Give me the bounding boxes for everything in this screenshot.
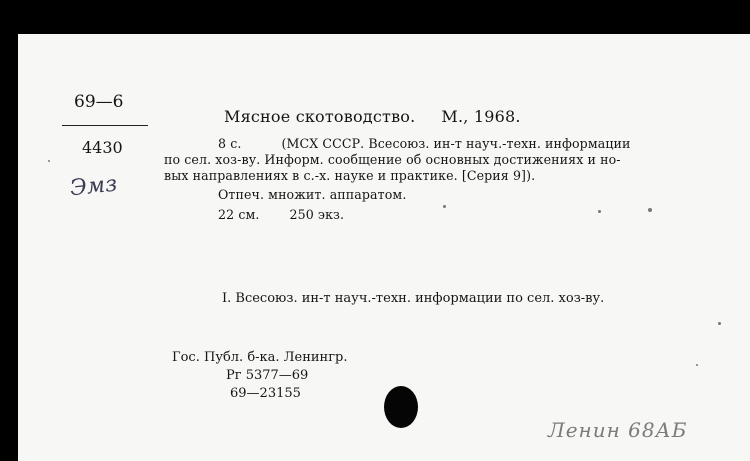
accession-number: 69—23155 xyxy=(230,386,301,401)
library-stamp: Ленин 68АБ xyxy=(548,418,688,442)
speck xyxy=(648,208,652,212)
call-number-bottom: 4430 xyxy=(82,138,123,157)
series-note-line3: вых направлениях в с.-х. науке и практике. [Серия 9]). xyxy=(164,168,536,183)
series-note-line1: (МСХ СССР. Всесоюз. ин-т науч.-техн. информации xyxy=(281,136,631,151)
title-line xyxy=(224,107,521,126)
catalog-card xyxy=(18,34,750,461)
speck xyxy=(443,205,446,208)
call-number-divider xyxy=(62,125,148,126)
speck xyxy=(696,364,698,366)
imprint: М., 1968. xyxy=(441,107,521,126)
pages: 8 с. xyxy=(218,136,242,151)
copies: 250 экз. xyxy=(289,207,345,222)
call-number-top: 69—6 xyxy=(74,92,124,112)
handwritten-mark: Эмз xyxy=(68,171,119,202)
size: 22 см. xyxy=(218,207,260,222)
added-entry: I. Всесоюз. ин-т науч.-техн. информации по сел. хоз-ву. xyxy=(222,291,605,306)
punch-hole xyxy=(384,386,418,428)
speck xyxy=(598,210,601,213)
holding-library: Гос. Публ. б-ка. Ленингр. xyxy=(172,350,348,365)
book-title: Мясное скотоводство. xyxy=(224,107,416,126)
collation-line xyxy=(218,136,631,151)
registration-number: Рг 5377—69 xyxy=(226,368,309,383)
speck xyxy=(718,322,721,325)
series-note-line2: по сел. хоз-ву. Информ. сообщение об основных достижениях и но- xyxy=(164,152,621,167)
reproduction-note: Отпеч. множит. аппаратом. xyxy=(218,187,407,202)
speck xyxy=(48,160,50,162)
physical-description xyxy=(218,207,344,222)
